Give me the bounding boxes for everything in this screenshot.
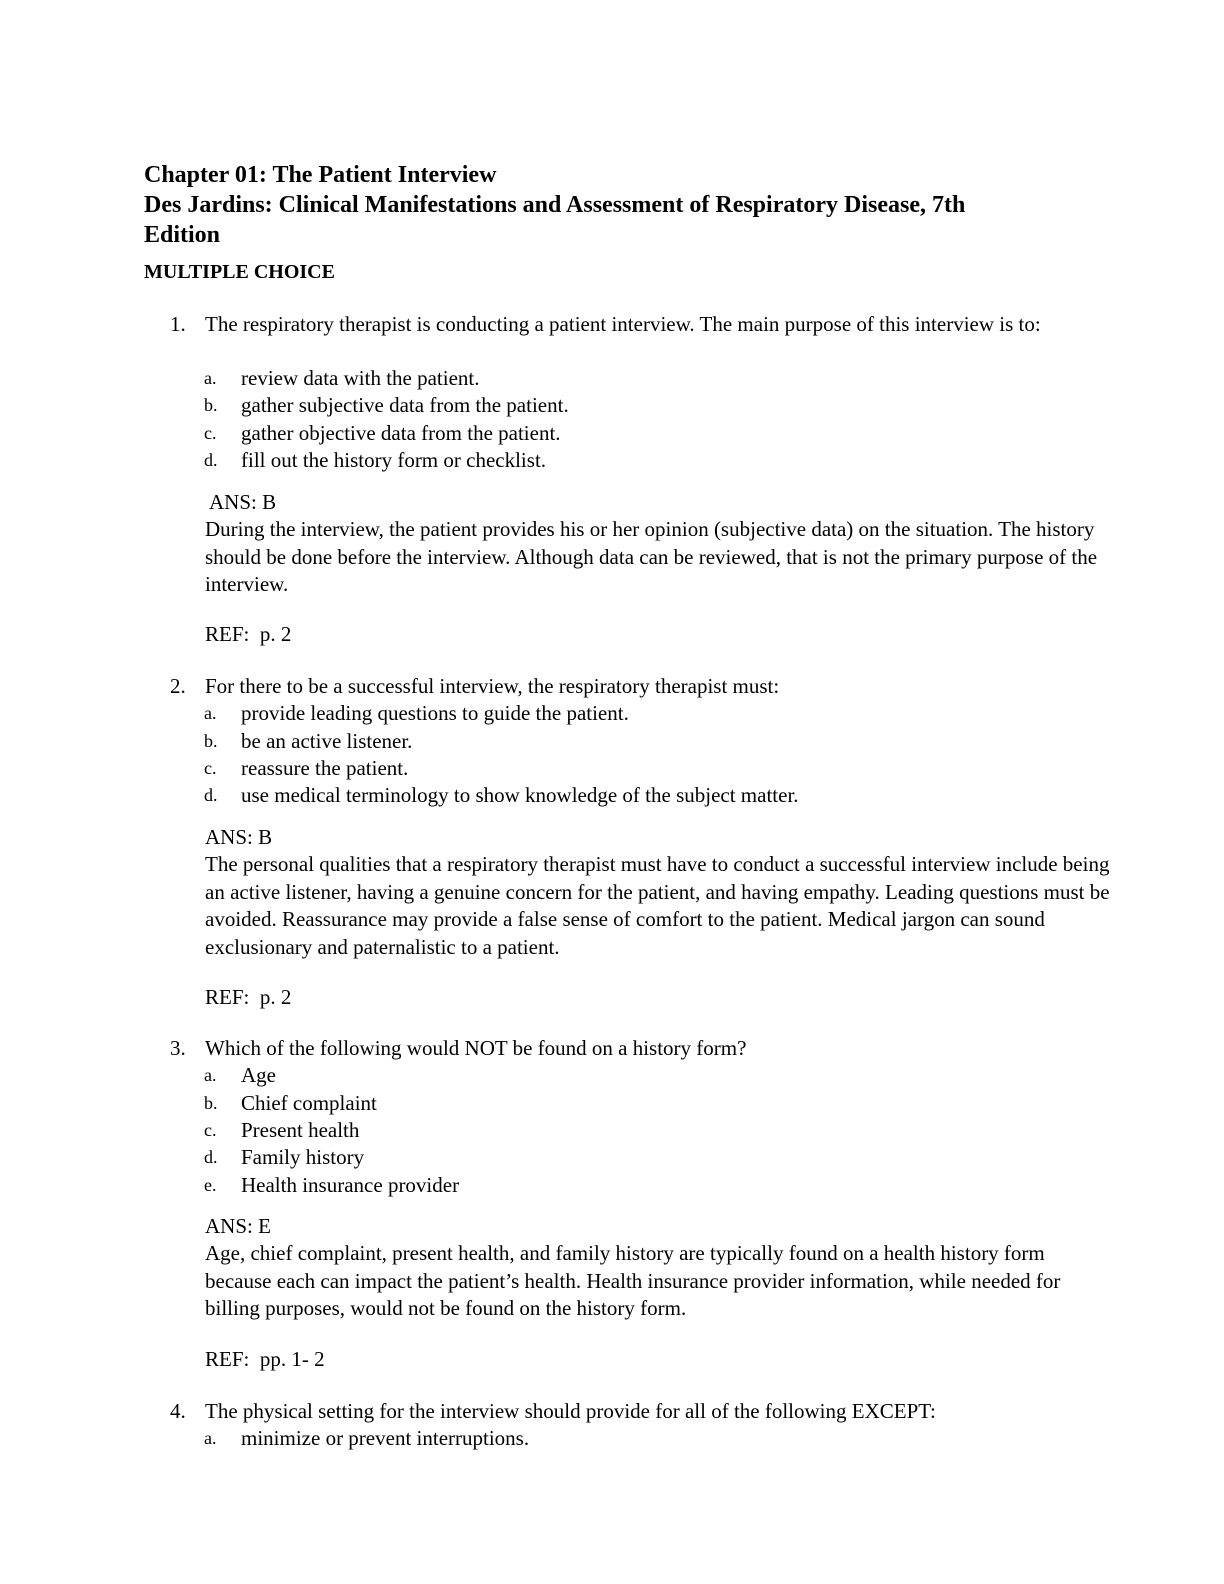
question-stem: Which of the following would NOT be found on a history form?	[205, 1036, 747, 1060]
answer-key: ANS: B	[205, 825, 273, 849]
page-reference: REF: pp. 1- 2	[205, 1347, 325, 1371]
option-letter: c.	[204, 1120, 217, 1140]
option-letter: b.	[204, 1093, 218, 1113]
question-stem: The physical setting for the interview should provide for all of the following EXCEPT:	[205, 1399, 936, 1423]
option-text: use medical terminology to show knowledge of the subject matter.	[241, 783, 799, 807]
option-text: minimize or prevent interruptions.	[241, 1426, 530, 1450]
option-letter: d.	[204, 450, 218, 470]
option-text: gather objective data from the patient.	[241, 421, 561, 445]
option-letter: c.	[204, 758, 217, 778]
option-text: reassure the patient.	[241, 756, 409, 780]
option-letter: b.	[204, 395, 218, 415]
option-text: Chief complaint	[241, 1091, 377, 1115]
document-title	[144, 160, 1044, 250]
option-letter: d.	[204, 785, 218, 805]
option-text: be an active listener.	[241, 729, 413, 753]
page-reference: REF: p. 2	[205, 622, 292, 646]
section-heading: MULTIPLE CHOICE	[144, 261, 335, 283]
option-letter: a.	[204, 1428, 217, 1448]
answer-key: ANS: B	[209, 490, 277, 514]
answer-key: ANS: E	[205, 1214, 271, 1238]
page-reference: REF: p. 2	[205, 985, 292, 1009]
question-number: 3.	[170, 1036, 186, 1060]
option-text: Present health	[241, 1118, 360, 1142]
option-text: Health insurance provider	[241, 1173, 460, 1197]
option-letter: a.	[204, 368, 217, 388]
option-letter: a.	[204, 703, 217, 723]
option-text: gather subjective data from the patient.	[241, 393, 569, 417]
question-stem: The respiratory therapist is conducting a patient interview. The main purpose of this interview is to:	[205, 312, 1041, 336]
option-text: fill out the history form or checklist.	[241, 448, 547, 472]
question-number: 1.	[170, 312, 186, 336]
option-text: provide leading questions to guide the patient.	[241, 701, 629, 725]
question-stem: For there to be a successful interview, the respiratory therapist must:	[205, 674, 780, 698]
option-text: Family history	[241, 1145, 365, 1169]
option-letter: a.	[204, 1065, 217, 1085]
option-letter: d.	[204, 1147, 218, 1167]
book-edition: Edition	[144, 222, 221, 248]
option-text: Age	[241, 1063, 276, 1087]
option-letter: e.	[204, 1175, 217, 1195]
option-text: review data with the patient.	[241, 366, 480, 390]
answer-rationale: The personal qualities that a respiratory therapist must have to conduct a successful interview include being an active listener, having a genuine concern for the patient, and having empathy. Leading questions must be avoided. Reassurance may provide a false sense of comfort to the patient. Medical jargon can sound exclusionary and paternalistic to a patient.	[205, 852, 1110, 959]
chapter-title: Chapter 01: The Patient Interview	[144, 162, 497, 188]
answer-rationale: Age, chief complaint, present health, and family history are typically found on a health history form because each can impact the patient’s health. Health insurance provider information, while needed for billing purposes, would not be found on the history form.	[205, 1241, 1061, 1320]
question-number: 2.	[170, 674, 186, 698]
option-letter: b.	[204, 731, 218, 751]
option-letter: c.	[204, 423, 217, 443]
answer-rationale: During the interview, the patient provides his or her opinion (subjective data) on the situation. The history should be done before the interview. Although data can be reviewed, that is not the primary purpose of the interview.	[205, 517, 1098, 596]
question-number: 4.	[170, 1399, 186, 1423]
book-title: Des Jardins: Clinical Manifestations and Assessment of Respiratory Disease, 7th	[144, 192, 966, 218]
